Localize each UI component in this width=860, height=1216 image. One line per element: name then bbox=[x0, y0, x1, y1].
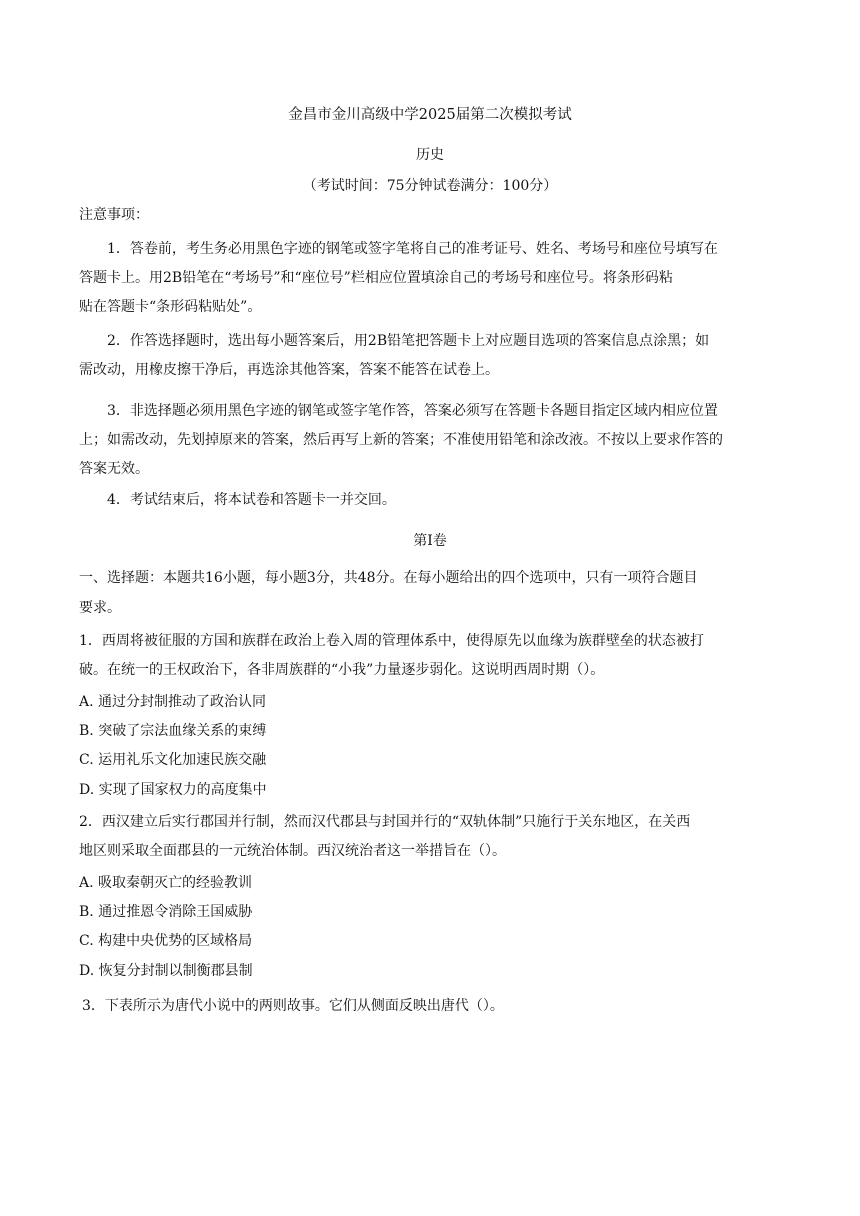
question-2-stem-line-2: 地区则采取全面郡县的一元统治体制。西汉统治者这一举措旨在（）。 bbox=[79, 843, 506, 859]
question-2-stem-line-1: 2．西汉建立后实行郡国并行制，然而汉代郡县与封国并行的“双轨体制”只施行于关东地区，在关西 bbox=[79, 814, 691, 830]
volume-heading: 第I卷 bbox=[413, 533, 447, 549]
question-1-option-d: D. 实现了国家权力的高度集中 bbox=[79, 782, 267, 798]
exam-subject: 历史 bbox=[416, 147, 444, 163]
question-2-option-c: C. 构建中央优势的区域格局 bbox=[79, 933, 253, 949]
question-1-stem-line-1: 1．西周将被征服的方国和族群在政治上卷入周的管理体系中，使得原先以血缘为族群壁垒的状态被打 bbox=[79, 633, 704, 649]
question-1-option-b: B. 突破了宗法血缘关系的束缚 bbox=[79, 723, 267, 739]
question-1-option-c: C. 运用礼乐文化加速民族交融 bbox=[79, 752, 267, 768]
notice-heading: 注意事项： bbox=[79, 207, 149, 223]
question-2-option-d: D. 恢复分封制以制衡郡县制 bbox=[79, 963, 253, 979]
section-instruction-line-2: 要求。 bbox=[79, 600, 121, 616]
question-2-option-a: A. 吸取秦朝灭亡的经验教训 bbox=[79, 875, 253, 891]
notice-item-1-line-1: 1．答卷前，考生务必用黑色字迹的钢笔或签字笔将自己的准考证号、姓名、考场号和座位号填写在 bbox=[107, 241, 718, 257]
question-3-stem-line-1: 3．下表所示为唐代小说中的两则故事。它们从侧面反映出唐代（）。 bbox=[82, 998, 504, 1014]
notice-item-1-line-2: 答题卡上。用2B铅笔在“考场号”和“座位号”栏相应位置填涂自己的考场号和座位号。将条形码粘 bbox=[79, 270, 673, 286]
exam-info: （考试时间：75分钟试卷满分：100分） bbox=[302, 178, 558, 194]
notice-item-4-line-1: 4．考试结束后，将本试卷和答题卡一并交回。 bbox=[107, 492, 396, 508]
notice-item-3-line-1: 3．非选择题必须用黑色字迹的钢笔或签字笔作答，答案必须写在答题卡各题目指定区域内相应位置 bbox=[107, 403, 718, 419]
question-1-stem-line-2: 破。在统一的王权政治下，各非周族群的“小我”力量逐步弱化。这说明西周时期（）。 bbox=[79, 662, 605, 678]
notice-item-1-line-3: 贴在答题卡“条形码粘贴处”。 bbox=[79, 299, 262, 315]
section-instruction-line-1: 一、选择题：本题共16小题，每小题3分，共48分。在每小题给出的四个选项中，只有一项符合题目 bbox=[79, 570, 698, 586]
notice-item-3-line-2: 上；如需改动，先划掉原来的答案，然后再写上新的答案；不准使用铅笔和涂改液。不按以上要求作答的 bbox=[79, 432, 723, 448]
exam-title: 金昌市金川高级中学2025届第二次模拟考试 bbox=[288, 107, 572, 123]
notice-item-2-line-1: 2．作答选择题时，选出每小题答案后，用2B铅笔把答题卡上对应题目选项的答案信息点涂黑；如 bbox=[107, 333, 710, 349]
question-2-option-b: B. 通过推恩令消除王国威胁 bbox=[79, 904, 253, 920]
notice-item-2-line-2: 需改动，用橡皮擦干净后，再选涂其他答案，答案不能答在试卷上。 bbox=[79, 362, 499, 378]
notice-item-3-line-3: 答案无效。 bbox=[79, 461, 149, 477]
question-1-option-a: A. 通过分封制推动了政治认同 bbox=[79, 694, 267, 710]
